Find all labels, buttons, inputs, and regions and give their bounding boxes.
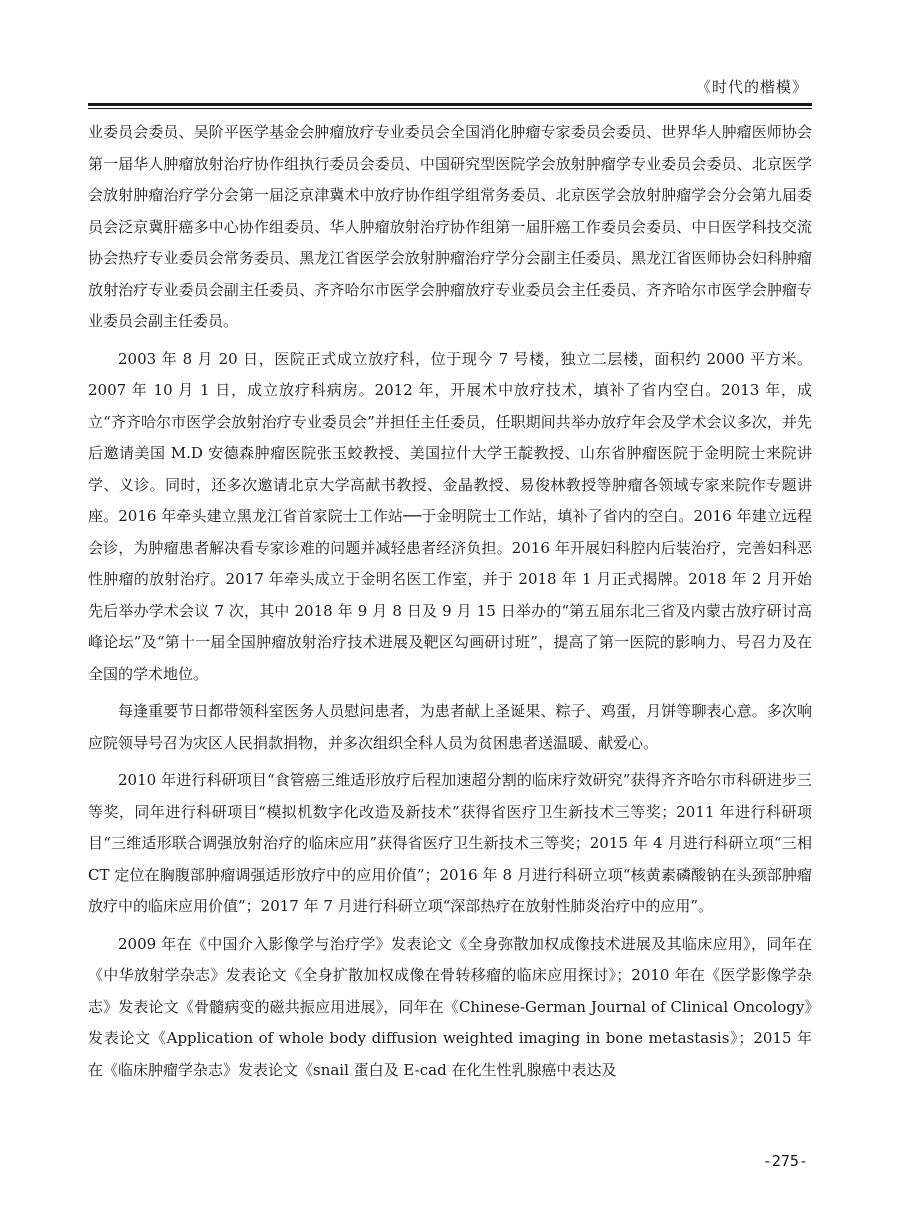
header-rule-thin <box>88 108 812 109</box>
paragraph-publications: 2009 年在《中国介入影像学与治疗学》发表论文《全身弥散加权成像技术进展及其临床应用》，同年在《中华放射学杂志》发表论文《全身扩散加权成像在骨转移瘤的临床应用探讨》；2010 年在《医学影像学杂志》发表论文《骨髓病变的磁共振应用进展》，同年在《Chinese-German Journal of Clinical Oncology》发表论文《Application of whole body diffusion weighted imaging in bone metastasis》；2015 年在《临床肿瘤学杂志》发表论文《snail 蛋白及 E-cad 在化生性乳腺癌中表达及 <box>88 934 812 1079</box>
running-head-title: 《时代的楷模》 <box>695 78 808 96</box>
page-number: -275- <box>762 1152 808 1170</box>
paragraph-committee-roles: 业委员会委员、吴阶平医学基金会肿瘤放疗专业委员会全国消化肿瘤专家委员会委员、世界华人肿瘤医师协会第一届华人肿瘤放射治疗协作组执行委员会委员、中国研究型医院学会放射肿瘤学专业委员会委员、北京医学会放射肿瘤治疗学分会第一届泛京津冀术中放疗协作组学组常务委员、北京医学会放射肿瘤学会分会第九届委员会泛京冀肝癌多中心协作组委员、华人肿瘤放射治疗协作组第一届肝癌工作委员会委员、中日医学科技交流协会热疗专业委员会常务委员、黑龙江省医学会放射肿瘤治疗学分会副主任委员、黑龙江省医师协会妇科肿瘤放射治疗专业委员会副主任委员、齐齐哈尔市医学会肿瘤放疗专业委员会主任委员、齐齐哈尔市医学会肿瘤专业委员会副主任委员。 <box>88 123 812 330</box>
header-rule-thick <box>88 103 812 106</box>
paragraph-department-history: 2003 年 8 月 20 日，医院正式成立放疗科，位于现今 7 号楼，独立二层楼，面积约 2000 平方米。2007 年 10 月 1 日，成立放疗科病房。2012 年，开展术中放疗技术，填补了省内空白。2013 年，成立“齐齐哈尔市医学会放射治疗专业委员会”并担任主任委员，任职期间共举办放疗年会及学术会议多次，并先后邀请美国 M.D 安德森肿瘤医院张玉蛟教授、美国拉什大学王靛教授、山东省肿瘤医院于金明院士来院讲学、义诊。同时，还多次邀请北京大学高献书教授、金晶教授、易俊林教授等肿瘤各领域专家来院作专题讲座。2016 年牵头建立黑龙江省首家院士工作站──于金明院士工作站，填补了省内的空白。2016 年建立远程会诊，为肿瘤患者解决看专家诊难的问题并减轻患者经济负担。2016 年开展妇科腔内后装治疗，完善妇科恶性肿瘤的放射治疗。2017 年牵头成立于金明名医工作室，并于 2018 年 1 月正式揭牌。2018 年 2 月开始先后举办学术会议 7 次，其中 2018 年 9 月 8 日及 9 月 15 日举办的“第五届东北三省及内蒙古放疗研讨高峰论坛”及“第十一届全国肿瘤放射治疗技术进展及靶区勾画研讨班”，提高了第一医院的影响力、号召力及在全国的学术地位。 <box>88 349 812 683</box>
paragraph-patient-care: 每逢重要节日都带领科室医务人员慰问患者，为患者献上圣诞果、粽子、鸡蛋，月饼等聊表心意。多次响应院领导号召为灾区人民捐款捐物，并多次组织全科人员为贫困患者送温暖、献爱心。 <box>88 702 812 752</box>
body-text <box>88 117 812 1092</box>
paragraph-research-projects: 2010 年进行科研项目“食管癌三维适形放疗后程加速超分割的临床疗效研究”获得齐齐哈尔市科研进步三等奖，同年进行科研项目“模拟机数字化改造及新技术”获得省医疗卫生新技术三等奖；2011 年进行科研项目“三维适形联合调强放射治疗的临床应用”获得省医疗卫生新技术三等奖；2015 年 4 月进行科研立项“三相 CT 定位在胸腹部肿瘤调强适形放疗中的应用价值”；2016 年 8 月进行科研立项“核黄素磷酸钠在头颈部肿瘤放疗中的临床应用价值”；2017 年 7 月进行科研立项“深部热疗在放射性肺炎治疗中的应用”。 <box>88 771 812 915</box>
